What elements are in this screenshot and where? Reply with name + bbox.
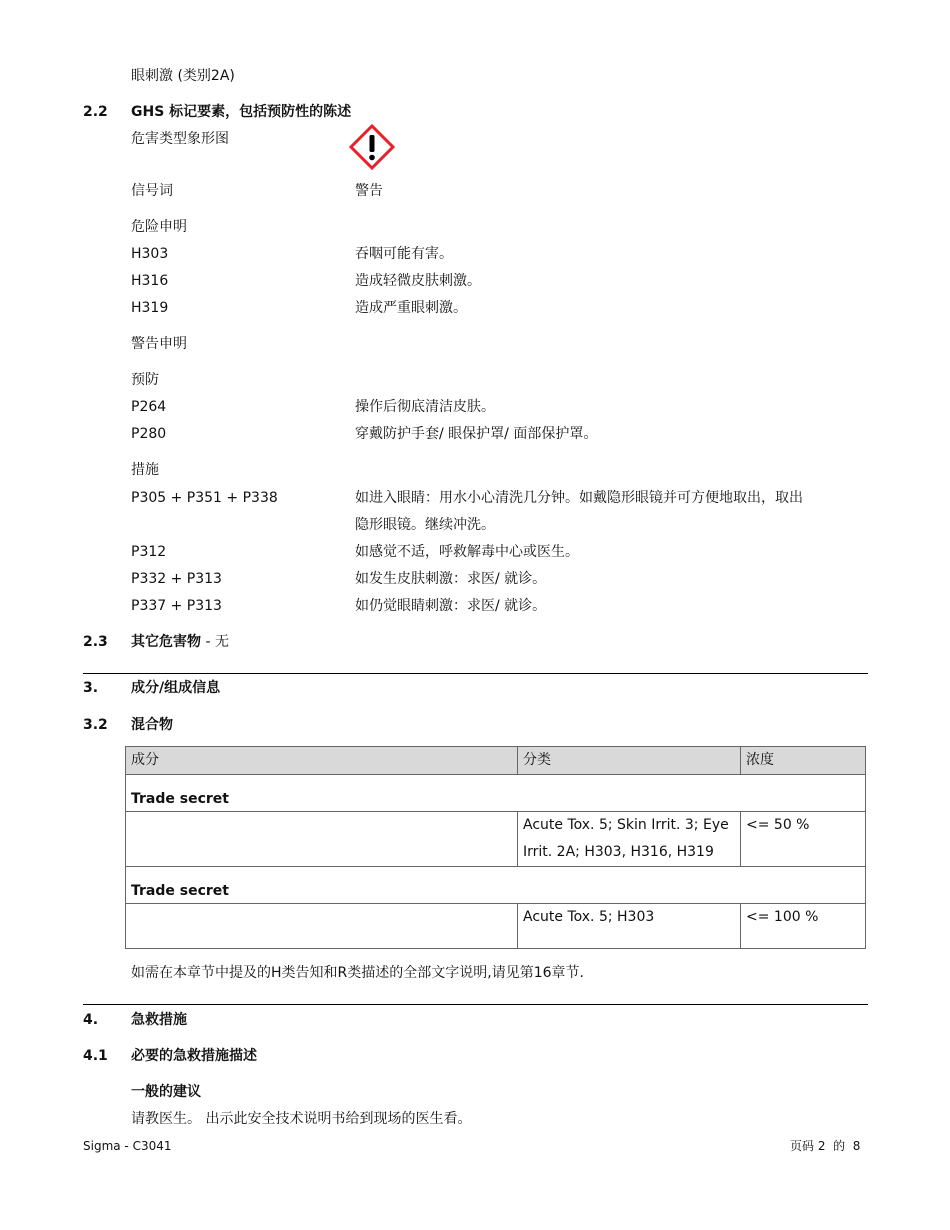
precaution-code: P264 (131, 399, 167, 415)
pictogram-label: 危害类型象形图 (131, 131, 229, 147)
section-3-title: 成分/组成信息 (131, 680, 221, 696)
exclamation-mark-icon (349, 124, 395, 170)
eye-irritation-line: 眼刺激 (类别2A) (131, 68, 235, 84)
section-2-3-number: 2.3 (83, 634, 108, 650)
hazard-code: H303 (131, 246, 169, 262)
hazard-text: 吞咽可能有害。 (355, 246, 453, 262)
general-advice-text: 请教医生。 出示此安全技术说明书给到现场的医生看。 (131, 1111, 472, 1127)
precaution-text: 穿戴防护手套/ 眼保护罩/ 面部保护罩。 (355, 426, 598, 442)
table-row (126, 775, 866, 812)
section-2-3-line (131, 633, 229, 651)
section-2-2-number: 2.2 (83, 104, 108, 120)
table-row (126, 904, 866, 949)
header-classification: 分类 (518, 747, 741, 775)
response-heading: 措施 (131, 462, 159, 478)
hazard-code: H319 (131, 300, 169, 316)
component-name: Trade secret (126, 775, 866, 812)
section-4-1-title: 必要的急救措施描述 (131, 1048, 257, 1064)
precaution-text: 如进入眼睛：用水小心清洗几分钟。如戴隐形眼镜并可方便地取出，取出 (355, 490, 803, 506)
section-2-3-title: 其它危害物 (131, 634, 201, 650)
section-4-title: 急救措施 (131, 1012, 187, 1028)
table-row (126, 867, 866, 904)
classification-line: Irrit. 2A; H303, H316, H319 (523, 844, 714, 860)
classification-line: Acute Tox. 5; H303 (523, 909, 655, 925)
hazard-statements-heading: 危险申明 (131, 219, 187, 235)
footer-product-id: Sigma - C3041 (83, 1139, 172, 1153)
signal-word-value: 警告 (355, 183, 383, 199)
table-footnote: 如需在本章节中提及的H类告知和R类描述的全部文字说明,请见第16章节. (131, 965, 584, 981)
precaution-text: 如感觉不适，呼救解毒中心或医生。 (355, 544, 579, 560)
precautionary-heading: 警告申明 (131, 336, 187, 352)
hazard-text: 造成轻微皮肤刺激。 (355, 273, 481, 289)
concentration-cell: <= 100 % (741, 904, 866, 949)
precaution-text: 操作后彻底清洁皮肤。 (355, 399, 495, 415)
precaution-code: P332 + P313 (131, 571, 222, 587)
section-3-number: 3. (83, 680, 99, 696)
composition-table (125, 746, 866, 949)
precaution-text-continued: 隐形眼镜。继续冲洗。 (355, 517, 495, 533)
concentration-cell: <= 50 % (741, 812, 866, 867)
precaution-text: 如仍觉眼睛刺激：求医/ 就诊。 (355, 598, 547, 614)
section-2-2-title: GHS 标记要素，包括预防性的陈述 (131, 104, 352, 120)
hazard-code: H316 (131, 273, 169, 289)
section-divider (83, 1004, 868, 1005)
section-2-3-value: - 无 (201, 634, 229, 650)
classification-line: Acute Tox. 5; Skin Irrit. 3; Eye (523, 817, 729, 833)
component-cell-empty (126, 812, 518, 867)
precaution-code: P337 + P313 (131, 598, 222, 614)
section-4-1-number: 4.1 (83, 1048, 108, 1064)
header-component: 成分 (126, 747, 518, 775)
classification-cell (518, 812, 741, 867)
classification-cell (518, 904, 741, 949)
precaution-text: 如发生皮肤刺激：求医/ 就诊。 (355, 571, 547, 587)
table-row (126, 812, 866, 867)
signal-word-label: 信号词 (131, 183, 173, 199)
general-advice-heading: 一般的建议 (131, 1084, 201, 1100)
component-name: Trade secret (126, 867, 866, 904)
precaution-code: P305 + P351 + P338 (131, 490, 278, 506)
section-3-2-number: 3.2 (83, 717, 108, 733)
section-4-number: 4. (83, 1012, 99, 1028)
header-concentration: 浓度 (741, 747, 866, 775)
prevention-heading: 预防 (131, 372, 159, 388)
section-divider (83, 673, 868, 674)
table-header-row (126, 747, 866, 775)
section-3-2-title: 混合物 (131, 717, 173, 733)
hazard-text: 造成严重眼刺激。 (355, 300, 467, 316)
component-cell-empty (126, 904, 518, 949)
precaution-code: P280 (131, 426, 167, 442)
footer-page-number: 页码 2 的 8 (790, 1139, 861, 1153)
precaution-code: P312 (131, 544, 167, 560)
